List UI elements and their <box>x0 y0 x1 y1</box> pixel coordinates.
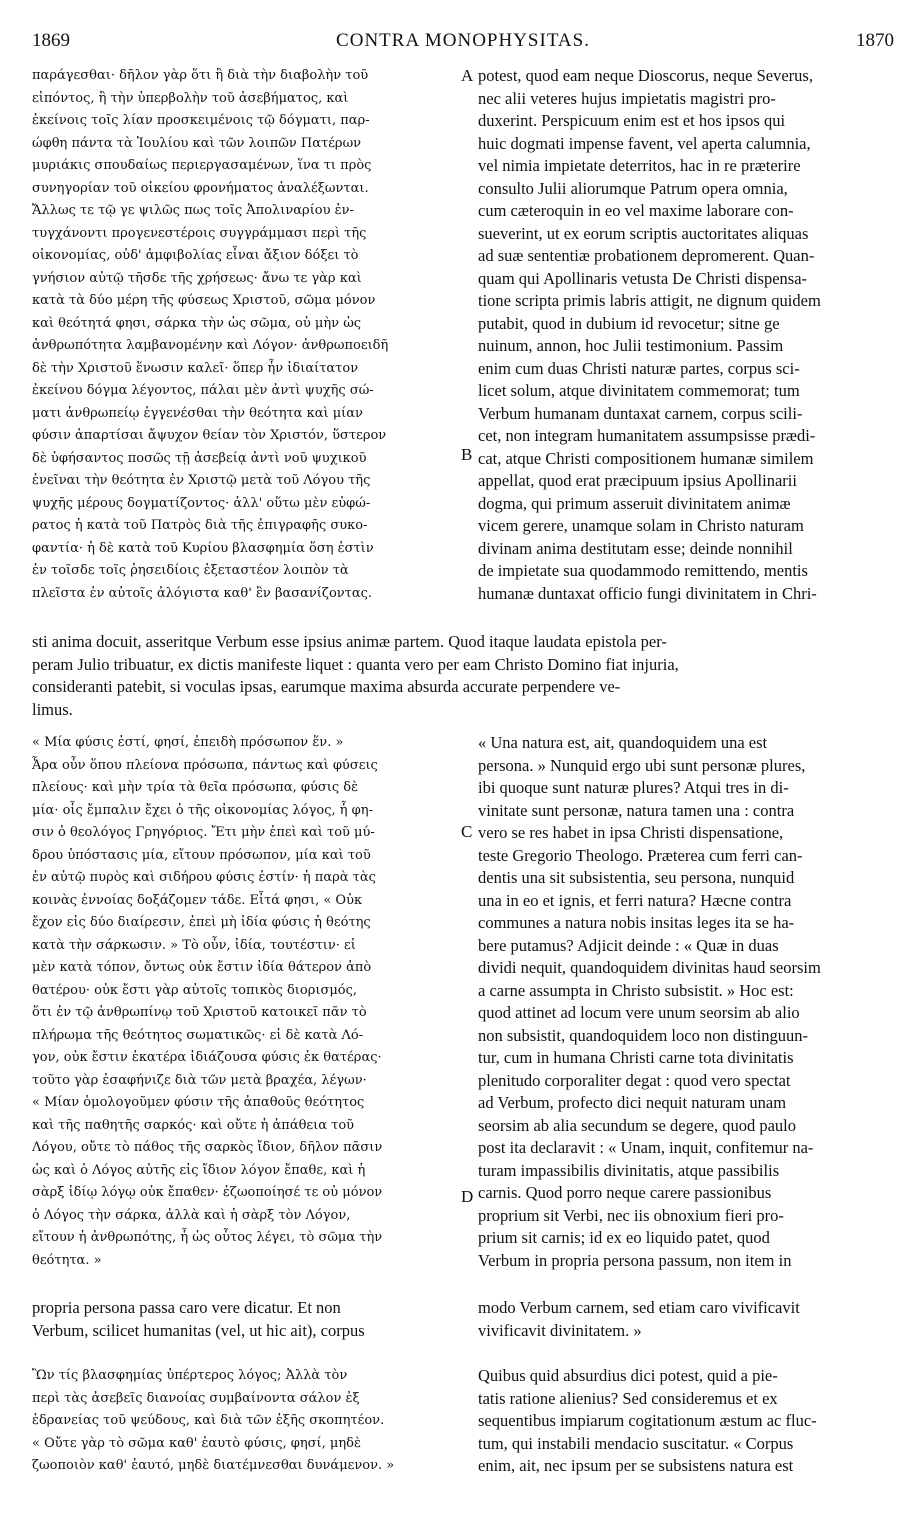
text-line: τοῦτο γὰρ ἐσαφήνιζε διὰ τῶν μετὰ βραχέα, λέγων· <box>32 1072 367 1088</box>
text-line: Verbum humanam duntaxat carnem, corpus scili- <box>478 403 803 423</box>
text-line: consideranti patebit, si voculas ipsas, earumque maxima absurda accurate perpendere ve- <box>32 677 621 696</box>
text-line: πλήρωμα τῆς θεότητος σωματικῶς· εἰ δὲ κατὰ Λό- <box>32 1027 364 1043</box>
greek-column-3 <box>32 1365 460 1478</box>
text-line: duxerint. Perspicuum enim est et hos ipsos qui <box>478 111 786 130</box>
latin-bottom-right <box>478 1297 892 1342</box>
text-line: ἀνθρωπότητα λαμβανομένην καὶ Λόγον· ἀνθρωποειδῆ <box>32 338 389 353</box>
text-line: ἐνεῖναι τὴν θεότητα ἐν Χριστῷ μετὰ τοῦ Λόγου τῆς <box>32 473 371 488</box>
text-line: a carne assumpta in Christo subsistit. » Hoc est: <box>478 980 794 1000</box>
text-line: limus. <box>32 699 73 719</box>
text-line: ad suæ sententiæ probationem depromerent. Quan- <box>478 246 815 265</box>
text-line: οἰκονομίας, οὐδ' ἀμφιβολίας εἶναι ἄξιον δόξει τὸ <box>32 248 359 263</box>
text-line: cat, atque Christi compositionem humanæ similem <box>478 448 814 468</box>
text-line: tur, cum in humana Christi carne tota divinitatis <box>478 1048 794 1067</box>
page-number-left: 1869 <box>32 30 70 51</box>
full-width-paragraph <box>32 631 892 721</box>
text-line: plenitudo corporaliter degat : quod vero spectat <box>478 1070 791 1090</box>
text-line: καὶ θεότητά φησι, σάρκα τὴν ὡς σῶμα, οὐ μὴν ὡς <box>32 315 362 331</box>
text-line: ἑδρανείας τοῦ ψεύδους, καὶ διὰ τῶν ἑξῆς σκοπητέον. <box>32 1413 385 1428</box>
text-line: persona. » Nunquid ergo ubi sunt personæ plures, <box>478 755 806 775</box>
text-line: propria persona passa caro vere dicatur. Et non <box>32 1298 341 1317</box>
greek-column-1 <box>32 65 460 605</box>
text-line: ἐν αὐτῷ πυρὸς καὶ σιδήρου φύσις ἐστίν· ἡ παρὰ τὰς <box>32 870 376 885</box>
text-line: τυγχάνοντι προγενεστέροις συγγράμμασι περὶ τῆς <box>32 225 367 241</box>
text-line: φαντία· ἡ δὲ κατὰ τοῦ Κυρίου βλασφημία ὅση ἐστὶν <box>32 540 374 556</box>
text-line: ibi quoque sunt naturæ plures? Atqui tres in di- <box>478 778 789 797</box>
text-line: εἰπόντος, ἢ τὴν ὑπερβολὴν τοῦ ἀσεβήματος, καὶ <box>32 90 349 106</box>
running-title: CONTRA MONOPHYSITAS. <box>336 30 590 51</box>
text-line: σὰρξ ἰδίῳ λόγῳ οὐκ ἔπαθεν· ἐζωοποίησέ τε οὐ μόνον <box>32 1185 383 1200</box>
text-line: communes a natura nobis insitas leges ita se ha- <box>478 913 795 932</box>
text-line: divinam anima destitutam esse; deinde nonnihil <box>478 538 793 558</box>
text-line: ἐκείνοις τοῖς λίαν προσκειμένοις τῷ δόγματι, παρ- <box>32 113 370 128</box>
text-line: tum, qui instabili mendacio suscitatur. « Corpus <box>478 1433 794 1453</box>
text-line: « Μία φύσις ἐστί, φησί, ἐπειδὴ πρόσωπον ἕν. » <box>32 735 344 750</box>
text-line: cet, non integram humanitatem assumpsisse prædi- <box>478 426 816 445</box>
section-marker-a: A <box>461 66 474 85</box>
text-line: vivificavit divinitatem. » <box>478 1320 642 1340</box>
text-line: tione scripta primis labris attigit, ne dignum quidem <box>478 291 821 310</box>
text-line: ώφθη πάντα τὰ Ἰουλίου καὶ τῶν λοιπῶν Πατέρων <box>32 135 362 151</box>
page-header <box>32 30 894 66</box>
text-line: ψυχῆς μέρους δογματίζοντος· ἀλλ' οὕτω μὲν εὐφώ- <box>32 495 371 511</box>
text-line: πλείους· καὶ μὴν τρία τὰ θεῖα πρόσωπα, φύσις δὲ <box>32 780 359 795</box>
text-line: teste Gregorio Theologo. Præterea cum ferri can- <box>478 845 803 865</box>
text-line: vel nimia impietate deterritos, hac in re præterire <box>478 156 801 175</box>
text-line: huic dogmati impense favent, vel aperta calumnia, <box>478 133 811 153</box>
text-line: σιν ὁ θεολόγος Γρηγόριος. Ἔτι μὴν ἐπεὶ καὶ τοῦ μύ- <box>32 825 375 840</box>
text-line: licet solum, atque divinitatem commemorat; tum <box>478 381 800 400</box>
text-line: nuinum, annon, hoc Julii testimonium. Passim <box>478 336 784 355</box>
text-line: turam impassibilis divinitatis, atque passibilis <box>478 1160 780 1180</box>
section-marker-d: D <box>461 1187 474 1206</box>
text-line: potest, quod eam neque Dioscorus, neque Severus, <box>478 66 813 85</box>
text-line: peram Julio tribuatur, ex dictis manifeste liquet : quanta vero per eam Christo Domino fiat injuria, <box>32 654 679 674</box>
text-line: μὲν κατὰ τόπον, ὄντως οὐκ ἔστιν ἰδία θάτερον ἀπὸ <box>32 960 372 975</box>
text-line: modo Verbum carnem, sed etiam caro vivificavit <box>478 1298 800 1317</box>
text-line: proprium sit Verbi, nec iis obnoxium fieri pro- <box>478 1205 784 1225</box>
text-line: δρου ὑπόστασις μία, εἴτουν πρόσωπον, μία καὶ τοῦ <box>32 847 371 863</box>
text-line: prium sit carnis; id ex eo liquido patet, quod <box>478 1228 770 1247</box>
text-line: δὲ ὑφήσαντος ποσῶς τῇ ἀσεβείᾳ ἀντὶ νοῦ ψυχικοῦ <box>32 450 367 466</box>
text-line: consulto Julii aliorumque Patrum opera omnia, <box>478 178 788 198</box>
text-line: πλεῖστα ἐν αὐτοῖς ἀλόγιστα καθ' ἓν βασανίζοντας. <box>32 585 373 601</box>
text-line: Λόγου, οὔτε τὸ πάθος τῆς σαρκὸς ἴδιον, δῆλον πᾶσιν <box>32 1140 383 1155</box>
text-line: ὅτι ἐν τῷ ἀνθρωπίνῳ τοῦ Χριστοῦ κατοικεῖ πᾶν τὸ <box>32 1005 367 1020</box>
text-line: κατὰ τὰ δύο μέρη τῆς φύσεως Χριστοῦ, σῶμα μόνον <box>32 293 376 308</box>
text-line: ad Verbum, profecto dici nequit naturam unam <box>478 1093 787 1112</box>
latin-column-2 <box>478 732 892 1272</box>
text-line: Verbum, scilicet humanitas (vel, ut hic ait), corpus <box>32 1320 365 1340</box>
text-line: carnis. Quod porro neque carere passionibus <box>478 1183 772 1202</box>
text-line: ἐν τοῖσδε τοῖς ῥησειδίοις ἐξεταστέον λοιπὸν τὰ <box>32 563 349 578</box>
text-line: vinitate sunt personæ, natura tamen una : contra <box>478 800 795 820</box>
text-line: vicem gerere, unamque solam in Christo naturam <box>478 516 804 535</box>
text-line: Ὢν τίς βλασφημίας ὑπέρτερος λόγος; Ἀλλὰ τὸν <box>32 1368 348 1383</box>
text-line: ζωοποιὸν καθ' ἑαυτό, μηδὲ διατέμνεσθαι δυνάμενον. » <box>32 1458 395 1473</box>
section-marker-c: C <box>461 822 473 841</box>
text-line: bere putamus? Adjicit deinde : « Quæ in duas <box>478 935 779 955</box>
text-line: συνηγορίαν τοῦ οἰκείου φρονήματος ἀναλέξωνται. <box>32 180 369 196</box>
text-line: non subsistit, quandoquidem loco non distinguun- <box>478 1025 808 1045</box>
text-line: nec alii veteres hujus impietatis magistri pro- <box>478 88 776 108</box>
latin-bottom-left <box>32 1297 460 1342</box>
text-line: Quibus quid absurdius dici potest, quid a pie- <box>478 1366 778 1385</box>
text-line: enim cum duas Christi naturæ partes, corpus sci- <box>478 358 800 378</box>
text-line: sueverint, ut ex eorum scriptis auctoritates aliquas <box>478 223 809 243</box>
text-line: appellat, quod erat præcipuum ipsius Apollinarii <box>478 471 797 490</box>
text-line: Ἆρα οὖν ὅπου πλείονα πρόσωπα, πάντως καὶ φύσεις <box>32 757 378 773</box>
latin-column-3 <box>478 1365 892 1478</box>
text-line: ὁ Λόγος τὴν σάρκα, ἀλλὰ καὶ ἡ σὰρξ τὸν Λόγον, <box>32 1207 351 1223</box>
text-line: καὶ τῆς παθητῆς σαρκός· καὶ οὔτε ἡ ἀπάθεια τοῦ <box>32 1117 355 1133</box>
text-line: περὶ τὰς ἀσεβεῖς διανοίας συμβαίνοντα σάλον ἐξ <box>32 1390 360 1406</box>
text-line: « Μίαν ὁμολογοῦμεν φύσιν τῆς ἀπαθοῦς θεότητος <box>32 1095 365 1110</box>
text-line: sequentibus impiarum cogitationum æstum ac fluc- <box>478 1411 817 1430</box>
text-line: ρατος ἡ κατὰ τοῦ Πατρὸς διὰ τῆς ἐπιγραφῆς συκο- <box>32 518 368 533</box>
page-number-right: 1870 <box>856 30 894 51</box>
text-line: quod attinet ad locum vere unum seorsim ab alio <box>478 1003 800 1022</box>
text-line: θατέρου· οὐκ ἔστι γὰρ αὐτοῖς τοπικὸς διορισμός, <box>32 982 358 998</box>
text-line: Ἄλλως τε τῷ γε ψιλῶς πως τοῖς Ἀπολιναρίου ἐν- <box>32 203 354 218</box>
text-line: εἴτουν ἡ ἀνθρωπότης, ἧ ὡς οὗτος λέγει, τὸ σῶμα τὴν <box>32 1230 383 1245</box>
text-line: dentis una sit subsistentia, seu persona, nunquid <box>478 868 795 887</box>
text-line: humanæ duntaxat officio fungi divinitatem in Chri- <box>478 583 817 603</box>
text-line: una in eo et ignis, et ferri natura? Hæcne contra <box>478 890 792 910</box>
text-line: « Una natura est, ait, quandoquidem una est <box>478 733 768 752</box>
text-line: παράγεσθαι· δῆλον γὰρ ὅτι ἢ διὰ τὴν διαβολὴν τοῦ <box>32 68 369 83</box>
text-line: κοινὰς ἐννοίας δοξάζομεν τάδε. Εἶτά φησι, « Οὐκ <box>32 892 363 908</box>
text-line: ἔχον εἰς δύο διαίρεσιν, ἐπεὶ μὴ ἰδία φύσις ἡ θεότης <box>32 915 371 930</box>
text-line: θεότητα. » <box>32 1252 102 1268</box>
text-line: vero se res habet in ipsa Christi dispensatione, <box>478 823 784 842</box>
section-marker-b: B <box>461 445 473 464</box>
text-line: cum cæteroquin in eo vel maxime laborare con- <box>478 201 794 220</box>
greek-column-2 <box>32 732 460 1272</box>
text-line: de impietate sua quodammodo remittendo, mentis <box>478 561 808 580</box>
text-line: ἐκείνου δόγμα λέγοντος, πάλαι μὲν ἀντὶ ψυχῆς σώ- <box>32 383 374 398</box>
text-line: enim, ait, nec ipsum per se subsistens natura est <box>478 1456 794 1475</box>
text-line: putabit, quod in dubium id revocetur; sitne ge <box>478 313 780 333</box>
text-line: ματι ἀνθρωπείῳ ἐγγενέσθαι τὴν θεότητα καὶ μίαν <box>32 405 363 421</box>
text-line: quam qui Apollinaris vetusta De Christi dispensa- <box>478 268 808 288</box>
text-line: μία· οἷς ἔμπαλιν ἔχει ὁ τῆς οἰκονομίας λόγος, ἧ φη- <box>32 802 373 818</box>
latin-column-1 <box>478 65 892 605</box>
text-line: δὲ τὴν Χριστοῦ ἕνωσιν καλεῖ· ὅπερ ἦν ἰδιαίτατον <box>32 360 359 376</box>
text-line: μυριάκις σπουδαίως περιεργασαμένων, ἵνα τι πρὸς <box>32 158 372 173</box>
text-line: γον, οὐκ ἔστιν ἑκατέρα ἰδιάζουσα φύσις ἐκ θατέρας· <box>32 1050 382 1065</box>
text-line: γνήσιον αὐτῷ τῆσδε τῆς χρήσεως· ἄνω τε γὰρ καὶ <box>32 270 362 286</box>
text-line: « Οὔτε γὰρ τὸ σῶμα καθ' ἑαυτὸ φύσις, φησί, μηδὲ <box>32 1435 361 1451</box>
text-line: φύσιν ἀπαρτίσαι ἄψυχον θείαν τὸν Χριστόν, ὕστερον <box>32 428 387 443</box>
text-line: seorsim ab alia secundum se degere, quod paulo <box>478 1115 796 1135</box>
text-line: ὡς καὶ ὁ Λόγος αὐτῆς εἰς ἴδιον λόγον ἔπαθε, καὶ ἡ <box>32 1162 366 1178</box>
text-line: post ita declaravit : « Unam, inquit, confitemur na- <box>478 1138 814 1157</box>
text-line: dividi nequit, quandoquidem divinitas haud seorsim <box>478 958 821 977</box>
text-line: κατὰ τὴν σάρκωσιν. » Τὸ οὖν, ἰδία, τουτέστιν· εἰ <box>32 937 356 953</box>
text-line: dogma, qui primum asseruit divinitatem animæ <box>478 493 791 513</box>
text-line: Verbum in propria persona passum, non item in <box>478 1250 792 1270</box>
text-line: sti anima docuit, asseritque Verbum esse ipsius animæ partem. Quod itaque laudata epistola per- <box>32 632 667 651</box>
text-line: tatis ratione alienius? Sed consideremus et ex <box>478 1388 778 1408</box>
